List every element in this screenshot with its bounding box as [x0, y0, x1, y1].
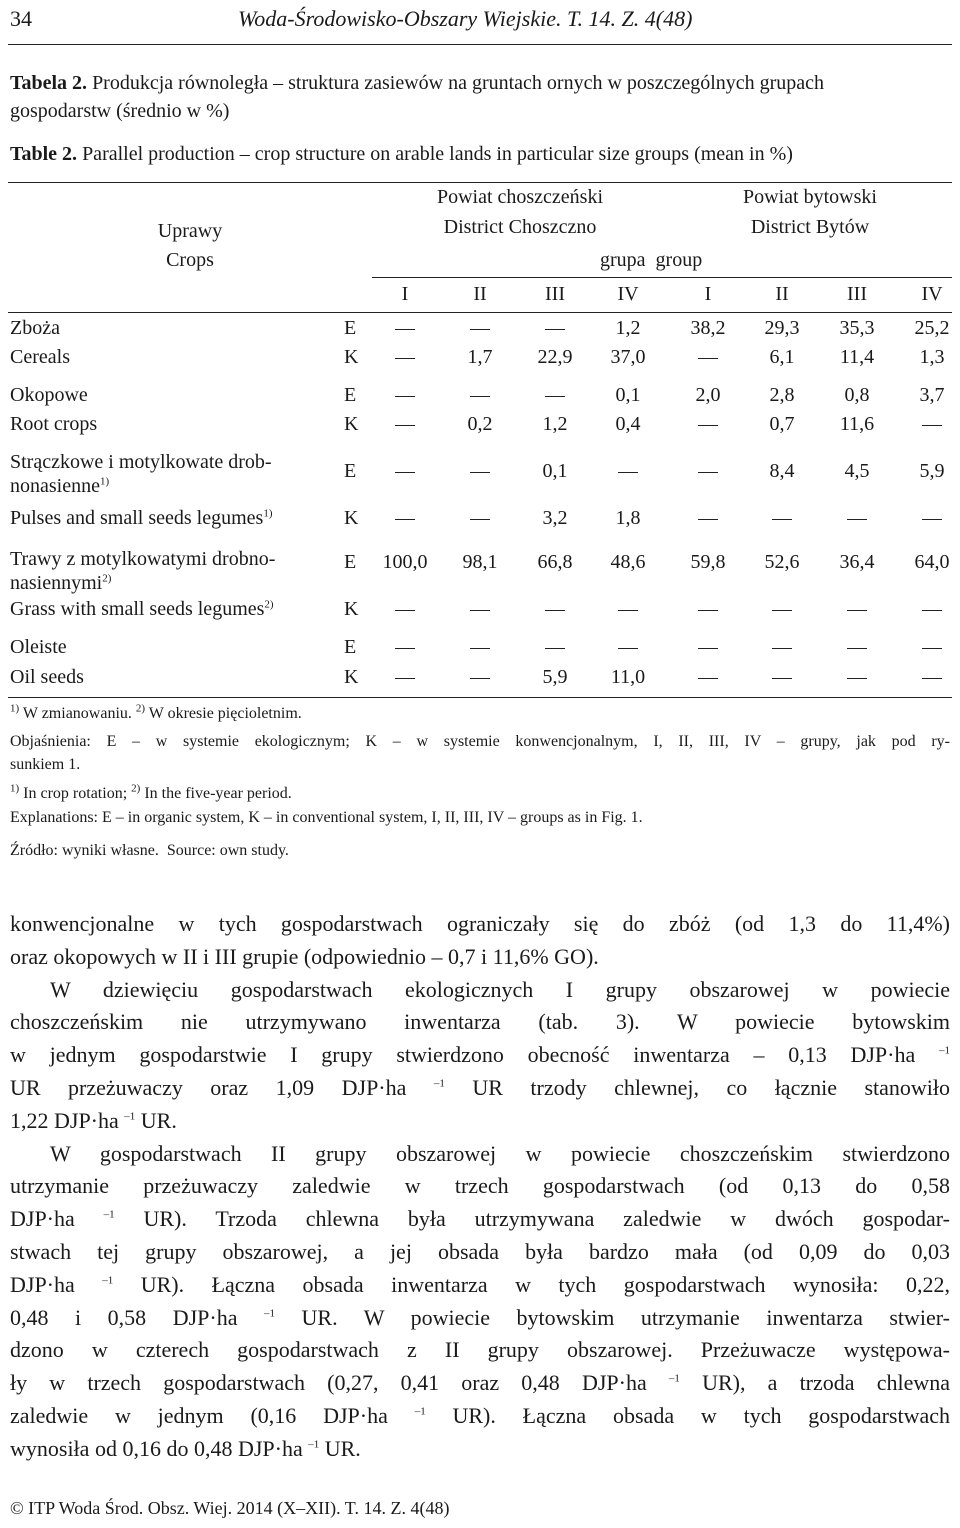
dash-mark [698, 519, 718, 520]
cell-value: 0,8 [844, 384, 870, 406]
cell-value: 25,2 [914, 317, 950, 339]
dash-mark [698, 472, 718, 473]
group-number-6: II [775, 283, 789, 305]
header-group-rule [372, 277, 952, 278]
body-line [10, 1269, 950, 1302]
group-number-2: II [473, 283, 487, 305]
dash-mark [698, 425, 718, 426]
cell-dash [593, 598, 663, 621]
cell-dash [673, 598, 743, 621]
table-caption-en [10, 143, 793, 166]
cell-value: 5,9 [542, 666, 568, 688]
dash-mark [922, 610, 942, 611]
header-district2-en: District Bytów [750, 216, 870, 238]
note-en-explanation: Explanations: E – in organic system, K – in conventional system, I, II, III, IV – groups as in Fig. 1. [10, 809, 643, 826]
row-label-text: Grass with small seeds legumes [10, 598, 265, 620]
dash-mark [698, 678, 718, 679]
body-sup: –1 [102, 1274, 114, 1287]
dash-mark [395, 678, 415, 679]
body-line: choszczeńskim nie utrzymywano inwentarza (tab. 3). W powiecie bytowskim [10, 1009, 950, 1035]
header-district1-pl: Powiat choszczeński [436, 186, 604, 208]
cell-dash [822, 507, 892, 530]
body-line [10, 1203, 950, 1236]
row-label-text: Okopowe [10, 384, 88, 406]
group-number-4: IV [617, 283, 639, 305]
row-system: E [344, 460, 357, 482]
body-line [10, 1433, 950, 1466]
body-line: W gospodarstwach II grupy obszarowej w powiecie choszczeńskim stwierdzono [50, 1140, 950, 1166]
caption-pl-text-2: gospodarstw (średnio w %) [10, 100, 230, 122]
dash-mark [395, 519, 415, 520]
body-fragment: zaledwie w jednym (0,16 DJP·ha [10, 1402, 388, 1428]
cell-dash [673, 507, 743, 530]
cell-dash [673, 413, 743, 436]
dash-mark [847, 519, 867, 520]
cell-value: 0,2 [467, 413, 493, 435]
dash-mark [618, 610, 638, 611]
group-number-8: IV [921, 283, 943, 305]
dash-mark [772, 648, 792, 649]
dash-mark [545, 329, 565, 330]
cell-value: 8,4 [769, 460, 795, 482]
cell-dash [445, 666, 515, 689]
cell-value: 6,1 [769, 346, 795, 368]
dash-mark [922, 648, 942, 649]
cell-value: 59,8 [690, 551, 726, 573]
table-caption-pl [10, 72, 824, 95]
cell-value: 38,2 [690, 317, 726, 339]
body-line [10, 1072, 950, 1105]
dash-mark [922, 519, 942, 520]
row-system: E [344, 551, 357, 573]
cell-dash [445, 460, 515, 483]
cell-value: 0,7 [769, 413, 795, 435]
body-fragment: UR. [319, 1435, 361, 1461]
cell-dash [593, 636, 663, 659]
cell-value: 0,1 [542, 460, 568, 482]
dash-mark [698, 610, 718, 611]
dash-mark [395, 610, 415, 611]
dash-mark [470, 678, 490, 679]
cell-dash [673, 666, 743, 689]
cell-dash [520, 317, 590, 340]
cell-dash [370, 346, 440, 369]
body-fragment: UR), a trzoda chlewna [679, 1370, 950, 1396]
body-line: konwencjonalne w tych gospodarstwach ograniczały się do zbóż (od 1,3 do 11,4%) [10, 911, 950, 936]
header-bottom-rule [8, 312, 952, 313]
header-rule [8, 44, 952, 45]
cell-dash [822, 666, 892, 689]
header-group-pl: grupa [600, 249, 646, 271]
body-sup: –1 [668, 1372, 680, 1385]
body-fragment: UR. [135, 1107, 177, 1133]
note-en-2: In the five-year period. [140, 785, 292, 802]
footnote-marker: 2) [264, 598, 274, 611]
dash-mark [772, 610, 792, 611]
dash-mark [470, 610, 490, 611]
cell-value: 36,4 [839, 551, 875, 573]
cell-value: 11,4 [839, 346, 875, 368]
row-system: E [344, 384, 357, 406]
row-system: K [344, 507, 359, 529]
dash-mark [545, 610, 565, 611]
cell-dash [445, 384, 515, 407]
cell-value: 1,3 [919, 346, 945, 368]
dash-mark [698, 648, 718, 649]
body-fragment: w jednym gospodarstwie I grupy stwierdzono obecność inwentarza – 0,13 DJP·ha [10, 1042, 916, 1068]
body-line: dzono w czterech gospodarstwach z II grupy obszarowej. Przeżuwacze występowa- [10, 1337, 950, 1363]
dash-mark [545, 396, 565, 397]
row-label [10, 666, 84, 689]
cell-value: 48,6 [610, 551, 646, 573]
note-en-sup1: 1) [10, 782, 20, 795]
caption-pl-label: Tabela 2. [10, 72, 88, 94]
dash-mark [698, 358, 718, 359]
dash-mark [847, 648, 867, 649]
dash-mark [470, 519, 490, 520]
caption-en-text: Parallel production – crop structure on arable lands in particular size groups (mean in %) [82, 143, 793, 165]
page-number: 34 [10, 6, 32, 31]
body-fragment: UR). Łączna obsada w tych gospodarstwach [425, 1402, 951, 1428]
row-system: K [344, 666, 359, 688]
footnote-marker: 1) [263, 507, 273, 520]
footnote-marker: 1) [99, 475, 110, 488]
body-fragment: DJP·ha [10, 1271, 75, 1297]
dash-mark [470, 396, 490, 397]
cell-dash [897, 636, 960, 659]
row-label-text: Zboża [10, 317, 60, 339]
body-line: W dziewięciu gospodarstwach ekologicznych I grupy obszarowej w powiecie [50, 976, 950, 1002]
row-label-line-1: Trawy z motylkowatymi drobno- [10, 548, 276, 570]
header-district2-pl: Powiat bytowski [743, 186, 877, 208]
cell-dash [747, 666, 817, 689]
dash-mark [470, 329, 490, 330]
cell-dash [747, 598, 817, 621]
cell-dash [370, 460, 440, 483]
header-district1-en: District Choszczno [443, 216, 597, 238]
cell-dash [747, 507, 817, 530]
cell-dash [673, 346, 743, 369]
dash-mark [395, 396, 415, 397]
cell-dash [445, 507, 515, 530]
body-sup: –1 [414, 1405, 426, 1418]
row-label-line-2 [10, 474, 272, 498]
row-label-text: Oleiste [10, 636, 67, 658]
row-label-text: Cereals [10, 346, 70, 368]
row-label-text: Root crops [10, 413, 98, 435]
caption-en-label: Table 2. [10, 143, 78, 165]
cell-value: 1,8 [615, 507, 641, 529]
cell-value: 29,3 [764, 317, 800, 339]
note-en-footnotes [10, 782, 292, 803]
row-system: E [344, 636, 357, 658]
row-label [10, 346, 70, 369]
cell-value: 66,8 [537, 551, 573, 573]
body-line [10, 1105, 950, 1138]
header-group-en: group [655, 249, 703, 271]
group-number-1: I [401, 283, 409, 305]
dash-mark [470, 472, 490, 473]
row-label [10, 450, 272, 498]
body-fragment: ły w trzech gospodarstwach (0,27, 0,41 oraz 0,48 DJP·ha [10, 1370, 647, 1396]
cell-value: 1,2 [615, 317, 641, 339]
cell-dash [822, 598, 892, 621]
table-bottom-rule [8, 697, 952, 698]
body-fragment: UR. W powiecie bytowskim utrzymanie inwentarza stwier- [275, 1304, 951, 1330]
dash-mark [618, 472, 638, 473]
cell-value: 2,8 [769, 384, 795, 406]
row-label [10, 636, 67, 659]
cell-dash [370, 636, 440, 659]
row-label [10, 547, 275, 595]
cell-dash [370, 598, 440, 621]
body-sup: –1 [264, 1307, 275, 1320]
cell-value: 64,0 [914, 551, 950, 573]
caption-pl-text-1: Produkcja równoległa – struktura zasiewów na gruntach ornych w poszczególnych grupach [92, 72, 825, 94]
body-fragment: wynosiła od 0,16 do 0,48 DJP·ha [10, 1435, 303, 1461]
body-line [10, 1039, 950, 1072]
cell-dash [445, 317, 515, 340]
cell-dash [445, 598, 515, 621]
body-fragment: UR trzody chlewnej, co łącznie stanowiło [444, 1074, 951, 1100]
header-crops-pl: Uprawy [157, 220, 223, 242]
cell-dash [370, 413, 440, 436]
body-fragment: UR). Łączna obsada inwentarza w tych gospodarstwach wynosiła: 0,22, [113, 1271, 950, 1297]
cell-dash [897, 666, 960, 689]
dash-mark [922, 678, 942, 679]
body-sup: –1 [939, 1044, 950, 1057]
body-sup: –1 [103, 1208, 115, 1221]
dash-mark [395, 648, 415, 649]
header-crops-en: Crops [166, 249, 214, 271]
note-pl-footnotes [10, 702, 302, 723]
footer-copyright: © ITP Woda Środ. Obsz. Wiej. 2014 (X–XII). T. 14. Z. 4(48) [10, 1498, 450, 1518]
body-line [10, 1367, 950, 1400]
row-label [10, 598, 274, 621]
note-en-1: In crop rotation; [19, 785, 132, 802]
note-pl-explanation-2: sunkiem 1. [10, 756, 81, 773]
cell-dash [520, 384, 590, 407]
cell-value: 0,1 [615, 384, 641, 406]
cell-dash [370, 317, 440, 340]
body-fragment: UR przeżuwaczy oraz 1,09 DJP·ha [10, 1074, 407, 1100]
cell-dash [897, 598, 960, 621]
row-label [10, 413, 97, 436]
body-sup: –1 [433, 1077, 445, 1090]
note-pl-2: W okresie pięcioletnim. [145, 705, 302, 722]
header-group [600, 249, 702, 272]
row-label [10, 384, 88, 407]
cell-dash [747, 636, 817, 659]
table-top-rule [8, 182, 952, 183]
body-line: oraz okopowych w II i III grupie (odpowiednio – 0,7 i 11,6% GO). [10, 943, 599, 969]
body-fragment: UR). Trzoda chlewna była utrzymywana zaledwie w dwóch gospodar- [114, 1206, 950, 1232]
body-line: stwach tej grupy obszarowej, a jej obsada była bardzo mała (od 0,09 do 0,03 [10, 1238, 950, 1264]
dash-mark [395, 358, 415, 359]
note-pl-sup1: 1) [10, 702, 20, 715]
cell-value: 1,2 [542, 413, 568, 435]
row-system: K [344, 346, 359, 368]
note-pl-1: W zmianowaniu. [19, 705, 136, 722]
note-pl-sup2: 2) [135, 702, 146, 715]
cell-value: 37,0 [610, 346, 646, 368]
group-number-3: III [545, 283, 565, 305]
body-sup: –1 [308, 1438, 320, 1451]
row-label-text: nonasienne [10, 475, 100, 497]
row-label [10, 317, 60, 340]
cell-dash [822, 636, 892, 659]
cell-dash [673, 636, 743, 659]
row-system: E [344, 317, 357, 339]
body-line: utrzymanie przeżuwaczy zaledwie w trzech gospodarstwach (od 0,13 do 0,58 [10, 1173, 950, 1199]
row-label-text: nasiennymi [10, 572, 103, 594]
note-pl-explanation-1: Objaśnienia: E – w systemie ekologicznym; K – w systemie konwencjonalnym, I, II, III, IV – grupy, jak pod ry- [10, 733, 950, 750]
dash-mark [847, 678, 867, 679]
group-number-5: I [704, 283, 712, 305]
dash-mark [922, 425, 942, 426]
cell-dash [593, 460, 663, 483]
cell-value: 2,0 [695, 384, 721, 406]
dash-mark [772, 519, 792, 520]
cell-value: 100,0 [382, 551, 428, 573]
cell-dash [897, 413, 960, 436]
body-fragment: 1,22 DJP·ha [10, 1107, 119, 1133]
dash-mark [395, 425, 415, 426]
cell-value: 4,5 [844, 460, 870, 482]
cell-value: 35,3 [839, 317, 875, 339]
cell-dash [673, 460, 743, 483]
dash-mark [470, 648, 490, 649]
cell-value: 98,1 [462, 551, 498, 573]
dash-mark [545, 648, 565, 649]
journal-title: Woda-Środowisko-Obszary Wiejskie. T. 14. Z. 4(48) [238, 6, 693, 31]
group-number-7: III [847, 283, 867, 305]
cell-value: 5,9 [919, 460, 945, 482]
dash-mark [618, 648, 638, 649]
row-label-line-2 [10, 571, 275, 595]
body-fragment: 0,48 i 0,58 DJP·ha [10, 1304, 238, 1330]
cell-dash [520, 636, 590, 659]
note-en-sup2: 2) [131, 782, 141, 795]
body-line [10, 1400, 950, 1433]
cell-dash [370, 507, 440, 530]
body-line [10, 1302, 950, 1335]
dash-mark [395, 472, 415, 473]
cell-value: 3,7 [919, 384, 945, 406]
cell-value: 3,2 [542, 507, 568, 529]
row-system: K [344, 413, 359, 435]
cell-dash [370, 384, 440, 407]
body-fragment: DJP·ha [10, 1206, 75, 1232]
cell-value: 11,6 [839, 413, 875, 435]
cell-value: 22,9 [537, 346, 573, 368]
cell-dash [897, 507, 960, 530]
row-label [10, 507, 272, 530]
cell-dash [445, 636, 515, 659]
row-system: K [344, 598, 359, 620]
cell-dash [370, 666, 440, 689]
body-sup: –1 [124, 1110, 136, 1123]
dash-mark [395, 329, 415, 330]
footnote-marker: 2) [102, 572, 112, 585]
body-text [10, 908, 950, 1466]
note-source: Źródło: wyniki własne. Source: own study. [10, 842, 289, 859]
cell-value: 52,6 [764, 551, 800, 573]
row-label-text: Pulses and small seeds legumes [10, 507, 264, 529]
cell-dash [520, 598, 590, 621]
row-label-text: Oil seeds [10, 666, 84, 688]
dash-mark [772, 678, 792, 679]
row-label-line-1: Strączkowe i motylkowate drob- [10, 451, 272, 473]
dash-mark [847, 610, 867, 611]
cell-value: 11,0 [610, 666, 646, 688]
cell-value: 0,4 [615, 413, 641, 435]
cell-value: 1,7 [467, 346, 493, 368]
